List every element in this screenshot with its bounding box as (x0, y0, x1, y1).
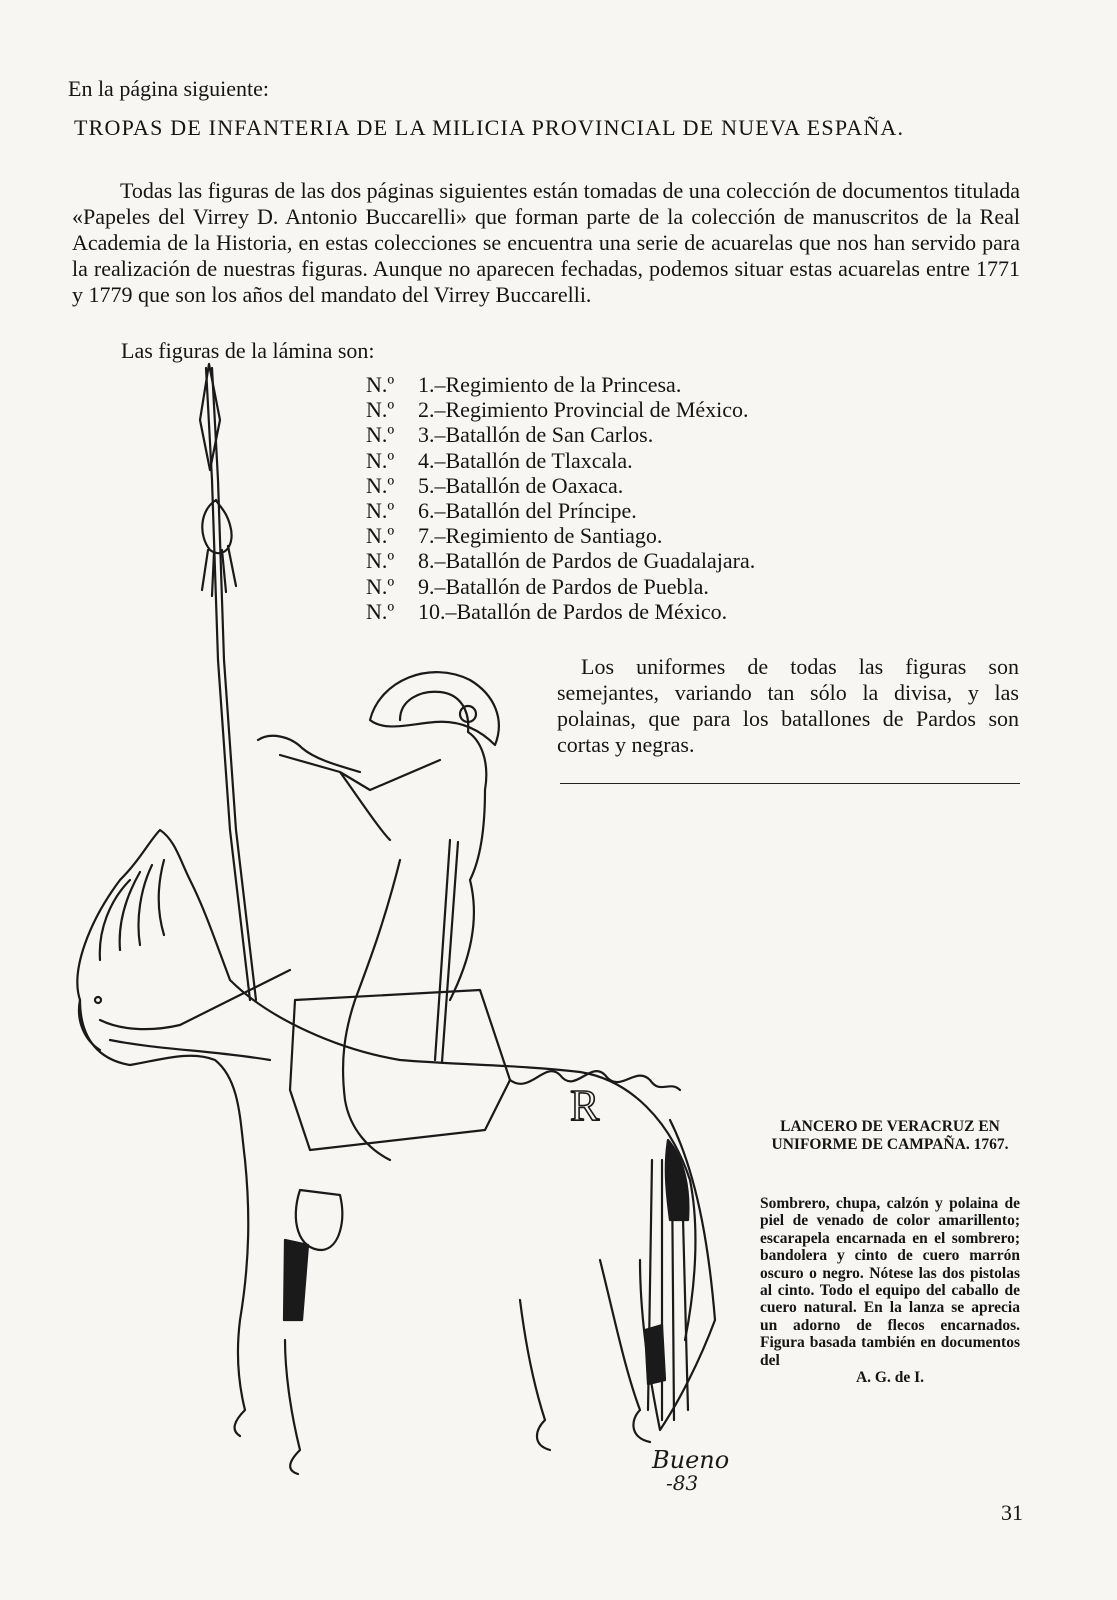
item-number-prefix: N.º (366, 523, 395, 549)
list-intro: Las figuras de la lámina son: (121, 338, 375, 363)
item-number-prefix: N.º (366, 498, 395, 524)
caption-source: A. G. de I. (855, 1369, 925, 1387)
body-paragraph: Todas las figuras de las dos páginas siguientes están tomadas de una colección de documentos titulada «Papeles del Virrey D. Antonio Buccarelli» que forman parte de la colección de manuscritos de la Real Academia de la Historia, en estas colecciones se encuentra una serie de acuarelas que nos han servido para la realización de nuestras figuras. Aunque no aparecen fechadas, podemos situar estas acuarelas entre 1771 y 1779 que son los años del mandato del Virrey Buccarelli. (72, 178, 1020, 307)
item-number-prefix: N.º (366, 397, 395, 423)
item-number-prefix: N.º (366, 598, 395, 624)
item-number-prefix: N.º (366, 422, 395, 448)
horse-outline (77, 830, 695, 1474)
item-number-prefix: N.º (366, 548, 395, 574)
item-label: 2.–Regimiento Provincial de México. (418, 397, 749, 423)
artist-signature-year: -83 (666, 1471, 699, 1495)
item-number-prefix: N.º (366, 447, 395, 473)
item-label: 8.–Batallón de Pardos de Guadalajara. (418, 548, 756, 574)
body-paragraph-block (72, 178, 1020, 308)
item-label: 3.–Batallón de San Carlos. (418, 422, 654, 448)
saddle-mark: R (570, 1081, 600, 1130)
rider-figure (280, 692, 486, 1160)
uniform-note: Los uniformes de todas las figuras son semejantes, variando tan sólo la divisa, y las polainas, que para los batallones de Pardos son cortas y negras. (557, 654, 1019, 757)
item-label: 1.–Regimiento de la Princesa. (418, 372, 682, 397)
item-number-prefix: N.º (366, 372, 395, 397)
page-number: 31 (1001, 1500, 1023, 1525)
item-label: 7.–Regimiento de Santiago. (418, 523, 663, 549)
caption-title: LANCERO DE VERACRUZ EN UNIFORME DE CAMPAÑA. 1767. (771, 1118, 1009, 1153)
caption-text: Sombrero, chupa, calzón y polaina de piel de venado de color amarillento; escarapela encarnada en el sombrero; bandolera y cinto de cuero marrón oscuro o negro. Nótese las dos pistolas al cinto. Todo el equipo del caballo de cuero natural. En la lanza se aprecia un adorno de flecos encarnados. Figura basada también en documentos del (760, 1195, 1020, 1369)
item-label: 5.–Batallón de Oaxaca. (418, 472, 624, 498)
item-label: 6.–Batallón del Príncipe. (418, 498, 637, 524)
hat-shape (370, 672, 499, 745)
item-label: 10.–Batallón de Pardos de México. (418, 598, 728, 624)
item-label: 9.–Batallón de Pardos de Puebla. (418, 573, 709, 599)
saddle-blanket (290, 990, 510, 1150)
item-label: 4.–Batallón de Tlaxcala. (418, 447, 633, 473)
item-number-prefix: N.º (366, 472, 395, 498)
artist-signature: Bueno (652, 1446, 730, 1474)
section-heading: TROPAS DE INFANTERIA DE LA MILICIA PROVINCIAL DE NUEVA ESPAÑA. (74, 115, 905, 140)
caption-body (760, 1195, 1020, 1386)
lancer-illustration (40, 360, 740, 1520)
item-number-prefix: N.º (366, 573, 395, 599)
intro-line: En la página siguiente: (68, 76, 269, 101)
